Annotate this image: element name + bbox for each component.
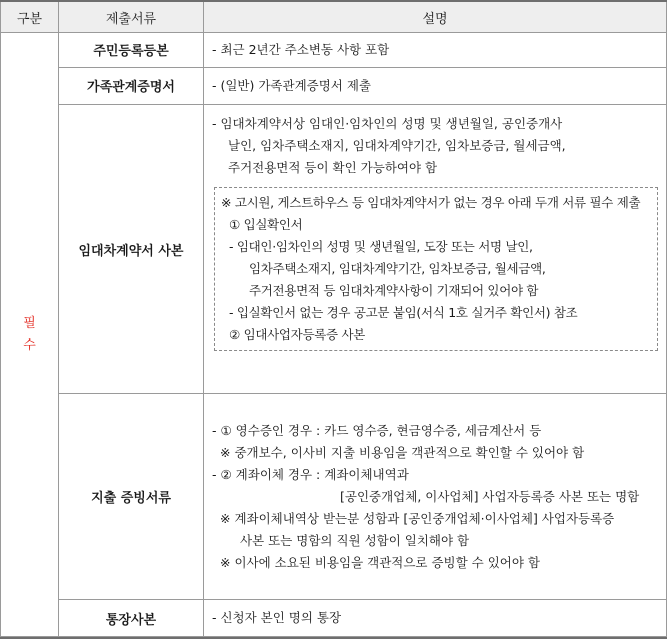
desc-line: 주거전용면적 등이 확인 가능하여야 함: [228, 160, 438, 176]
note-line: ① 입실확인서: [229, 217, 303, 233]
desc-line: - ② 계좌이체 경우 : 계좌이체내역과: [212, 466, 409, 482]
desc-resident: [204, 33, 667, 68]
row-expense-proof: [1, 394, 667, 600]
desc-expense: [204, 394, 667, 600]
doc-name-bank: 통장사본: [59, 600, 204, 637]
category-required: [1, 33, 59, 637]
row-resident-registration: [1, 33, 667, 68]
desc-family: [204, 67, 667, 105]
note-line: 주거전용면적 등 임대차계약사항이 기재되어 있어야 함: [249, 283, 539, 299]
header-documents: 제출서류: [59, 1, 204, 33]
header-row: [1, 1, 667, 33]
note-line: - 입실확인서 없는 경우 공고문 붙임(서식 1호 실거주 확인서) 참조: [229, 305, 578, 321]
row-lease-contract: [1, 105, 667, 394]
note-line: - 임대인·임차인의 성명 및 생년월일, 도장 또는 서명 날인,: [229, 239, 533, 255]
desc-line: 날인, 임차주택소재지, 임대차계약기간, 임차보증금, 월세금액,: [228, 138, 566, 154]
desc-line: 사본 또는 명함의 직원 성함이 일치해야 함: [240, 532, 470, 548]
desc-bank: [204, 600, 667, 637]
header-category: 구분: [1, 1, 59, 33]
category-char-1: 필: [23, 315, 36, 331]
note-line: ※ 고시원, 게스트하우스 등 임대차계약서가 없는 경우 아래 두개 서류 필수 제출: [221, 195, 641, 211]
desc-line: - 최근 2년간 주소변동 사항 포함: [212, 41, 390, 57]
doc-name-lease: 임대차계약서 사본: [59, 105, 204, 394]
header-description: 설명: [204, 1, 667, 33]
desc-line: ※ 중개보수, 이사비 지출 비용임을 객관적으로 확인할 수 있어야 함: [220, 444, 585, 460]
desc-line: - ① 영수증인 경우 : 카드 영수증, 현금영수증, 세금계산서 등: [212, 422, 542, 438]
row-family-relation: [1, 67, 667, 105]
desc-line: ※ 이사에 소요된 비용임을 객관적으로 증빙할 수 있어야 함: [220, 554, 540, 570]
lease-note-box: [214, 187, 658, 351]
category-char-2: 수: [23, 337, 36, 353]
doc-name-resident: 주민등록등본: [59, 33, 204, 68]
desc-line: ※ 계좌이체내역상 받는분 성함과 [공인중개업체·이사업체] 사업자등록증: [220, 510, 615, 526]
note-line: ② 임대사업자등록증 사본: [229, 327, 366, 343]
desc-lease: [204, 105, 667, 394]
doc-name-expense: 지출 증빙서류: [59, 394, 204, 600]
doc-name-family: 가족관계증명서: [59, 67, 204, 105]
desc-line: - 신청자 본인 명의 통장: [212, 610, 342, 626]
note-line: 임차주택소재지, 임대차계약기간, 임차보증금, 월세금액,: [249, 261, 546, 277]
desc-line: [공인중개업체, 이사업체] 사업자등록증 사본 또는 명함: [340, 488, 640, 504]
row-bankbook: [1, 600, 667, 637]
table-bottom-rule: [0, 637, 667, 639]
desc-line: - (일반) 가족관계증명서 제출: [212, 77, 372, 93]
desc-line: - 임대차계약서상 임대인·임차인의 성명 및 생년월일, 공인중개사: [212, 116, 563, 132]
